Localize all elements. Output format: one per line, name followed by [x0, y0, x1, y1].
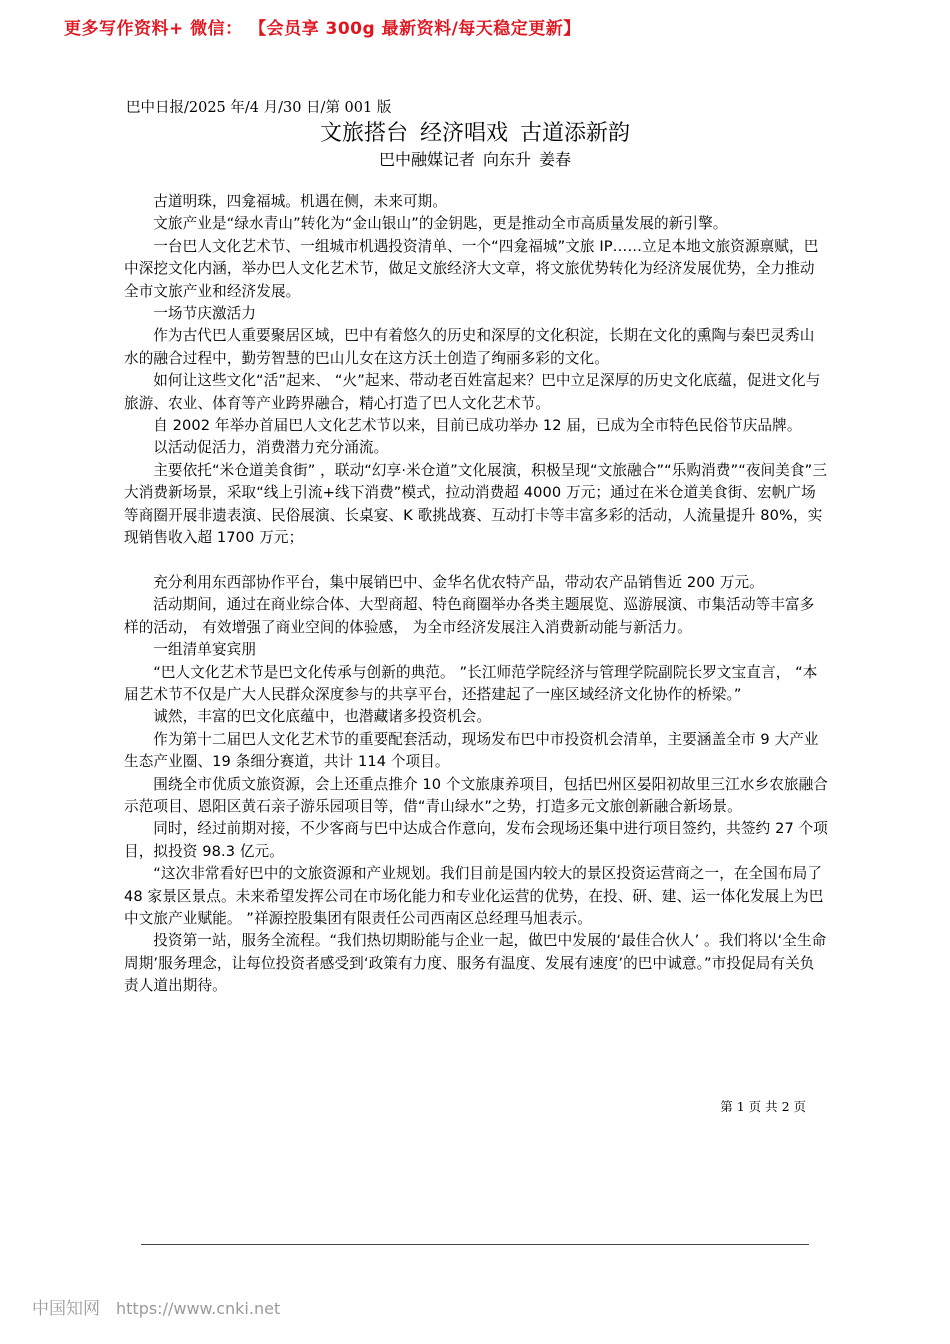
paragraph: “巴人文化艺术节是巴文化传承与创新的典范。 ”长江师范学院经济与管理学院副院长罗文宝直言， “本届艺术节不仅是广大人民群众深度参与的共享平台，还搭建起了一座区域经济文化协作的桥梁。”: [124, 663, 818, 703]
blank-line: [124, 550, 828, 572]
paragraph: 古道明珠，四龛福城。机遇在侧，未来可期。: [153, 193, 448, 210]
paragraph: 主要依托“米仓道美食街” ，联动“幻享·米仓道”文化展演，积极呈现“文旅融合”“乐购消费”“夜间美食”三大消费新场景，采取“线上引流+线下消费”模式，拉动消费超 4000 万元；通过在米仓道美食街、宏帆广场等商圈开展非遗表演、民俗展演、长桌宴、K 歌挑战赛、互动打卡等丰富多彩的活动，人流量提升 80%，实现销售收入超 1700 万元；: [124, 461, 828, 547]
paragraph: 同时，经过前期对接，不少客商与巴中达成合作意向，发布会现场还集中进行项目签约，共签约 27 个项目，拟投资 98.3 亿元。: [124, 820, 828, 860]
paragraph: 文旅产业是“绿水青山”转化为“金山银山”的金钥匙，更是推动全市高质量发展的新引擎。: [153, 215, 728, 233]
footer-divider: [141, 1244, 809, 1245]
paragraph: 自 2002 年举办首届巴人文化艺术节以来，目前已成功举办 12 届，已成为全市特色民俗节庆品牌。: [153, 417, 802, 435]
byline-part: 姜春: [539, 150, 572, 169]
paragraph: 以活动促活力，消费潜力充分涌流。: [153, 439, 389, 457]
article-title: [0, 116, 950, 147]
watermark-url: https://www.cnki.net: [116, 1299, 281, 1318]
paragraph: 作为古代巴人重要聚居区域，巴中有着悠久的历史和深厚的文化积淀，长期在文化的熏陶与秦巴灵秀山水的融合过程中，勤劳智慧的巴山儿女在这方沃土创造了绚丽多彩的文化。: [124, 327, 815, 367]
byline-part: 向东升: [482, 150, 531, 169]
article-byline: [0, 147, 950, 170]
cnki-watermark: [32, 1294, 280, 1319]
paragraph: 一台巴人文化艺术节、一组城市机遇投资清单、一个“四龛福城”文旅 IP……立足本地文旅资源禀赋，巴中深挖文化内涵，举办巴人文化艺术节，做足文旅经济大文章，将文旅优势转化为经济发展优势，全力推动全市文旅产业和经济发展。: [124, 237, 819, 300]
title-part: 经济唱戏: [419, 121, 508, 146]
paragraph: 充分利用东西部协作平台，集中展销巴中、金华名优农特产品，带动农产品销售近 200 万元。: [153, 573, 764, 591]
paragraph: 围绕全市优质文旅资源，会上还重点推介 10 个文旅康养项目，包括巴州区晏阳初故里三江水乡农旅融合示范项目、恩阳区黄石亲子游乐园项目等，借“青山绿水”之势，打造多元文旅创新融合新场景。: [124, 775, 828, 815]
watermark-brand: 中国知网: [32, 1299, 100, 1319]
paragraph: 投资第一站，服务全流程。“我们热切期盼能与企业一起，做巴中发展的‘最佳合伙人’ 。我们将以‘全生命周期’服务理念，让每位投资者感受到‘政策有力度、服务有温度、发展有速度’的巴中诚意。”市投促局有关负责人道出期待。: [124, 932, 827, 995]
article-body: [124, 191, 828, 998]
promo-banner: 更多写作资料+ 微信： 【会员享 300g 最新资料/每天稳定更新】: [64, 19, 581, 39]
paragraph: 如何让这些文化“活”起来、 “火”起来、带动老百姓富起来？巴中立足深厚的历史文化底蕴，促进文化与旅游、农业、体育等产业跨界融合，精心打造了巴人文化艺术节。: [124, 372, 821, 412]
paragraph: 活动期间，通过在商业综合体、大型商超、特色商圈举办各类主题展览、巡游展演、市集活动等丰富多样的活动， 有效增强了商业空间的体验感， 为全市经济发展注入消费新动能与新活力。: [124, 596, 815, 636]
section-heading: 一组清单宴宾朋: [153, 641, 257, 659]
paragraph: 作为第十二届巴人文化艺术节的重要配套活动，现场发布巴中市投资机会清单，主要涵盖全市 9 大产业生态产业圈、19 条细分赛道，共计 114 个项目。: [124, 730, 819, 771]
byline-part: 巴中融媒记者: [378, 150, 475, 169]
publication-source: 巴中日报/2025 年/4 月/30 日/第 001 版: [126, 100, 392, 116]
page-number: 第 1 页 共 2 页: [720, 1099, 806, 1114]
paragraph: 诚然，丰富的巴文化底蕴中，也潜藏诸多投资机会。: [153, 708, 492, 726]
paragraph: “这次非常看好巴中的文旅资源和产业规划。我们目前是国内较大的景区投资运营商之一，在全国布局了 48 家景区景点。未来希望发挥公司在市场化能力和专业化运营的优势，在投、研、建、运一体化发展上为巴中文旅产业赋能。 ”祥源控股集团有限责任公司西南区总经理马旭表示。: [124, 865, 824, 927]
section-heading: 一场节庆激活力: [153, 305, 257, 323]
title-part: 古道添新韵: [520, 121, 631, 146]
title-part: 文旅搭台: [319, 121, 408, 146]
